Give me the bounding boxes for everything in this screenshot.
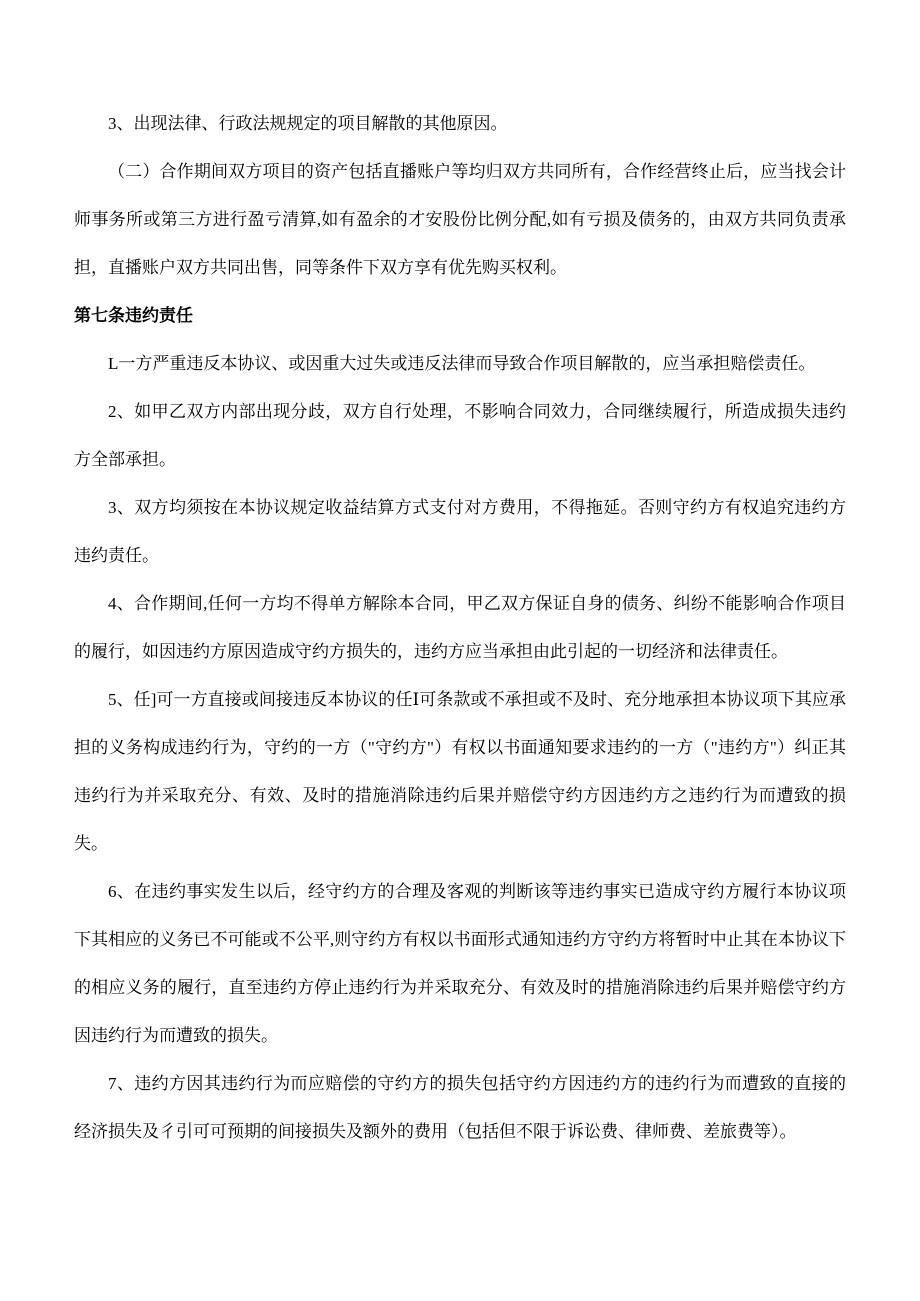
breach-item-2: 2、如甲乙双方内部出现分歧，双方自行处理，不影响合同效力，合同继续履行，所造成损失违约方全部承担。 (74, 402, 846, 469)
breach-item-6: 6、在违约事实发生以后，经守约方的合理及客观的判断该等违约事实已造成守约方履行本协议项下其相应的义务已不可能或不公平,则守约方有权以书面形式通知违约方守约方将暂时中止其在本协议下的相应义务的履行，直至违约方停止违约行为并采取充分、有效及时的措施消除违约后果并赔偿守约方因违约行为而遭致的损失。 (74, 882, 846, 1045)
article-7-heading: 第七条违约责任 (74, 306, 193, 325)
breach-item-4: 4、合作期间,任何一方均不得单方解除本合同，甲乙双方保证自身的债务、纠纷不能影响合作项目的履行，如因违约方原因造成守约方损失的，违约方应当承担由此引起的一切经济和法律责任。 (74, 594, 846, 661)
breach-item-5: 5、任]可一方直接或间接违反本协议的任Ⅰ可条款或不承担或不及时、充分地承担本协议项下其应承担的义务构成违约行为，守约的一方（"守约方"）有权以书面通知要求违约的一方（"违约方"）纠正其违约行为并采取充分、有效、及时的措施消除违约后果并赔偿守约方因违约方之违约行为而遭致的损失。 (74, 690, 846, 853)
breach-item-7: 7、违约方因其违约行为而应赔偿的守约方的损失包括守约方因违约方的违约行为而遭致的直接的经济损失及彳引可可预期的间接损失及额外的费用（包括但不限于诉讼费、律师费、差旅费等）。 (74, 1074, 846, 1141)
breach-item-3: 3、双方均须按在本协议规定收益结算方式支付对方费用，不得拖延。否则守约方有权追究违约方违约责任。 (74, 498, 846, 565)
breach-item-1: L一方严重违反本协议、或因重大过失或违反法律而导致合作项目解散的，应当承担赔偿责任。 (108, 354, 816, 373)
clause-item-3-other-reasons: 3、出现法律、行政法规规定的项目解散的其他原因。 (108, 114, 508, 133)
clause-section-2-assets: （二）合作期间双方项目的资产包括直播账户等均归双方共同所有，合作经营终止后，应当找会计师事务所或第三方进行盈亏清算,如有盈余的才安股份比例分配,如有亏损及债务的，由双方共同负责承担，直播账户双方共同出售，同等条件下双方享有优先购买权利。 (74, 162, 846, 277)
